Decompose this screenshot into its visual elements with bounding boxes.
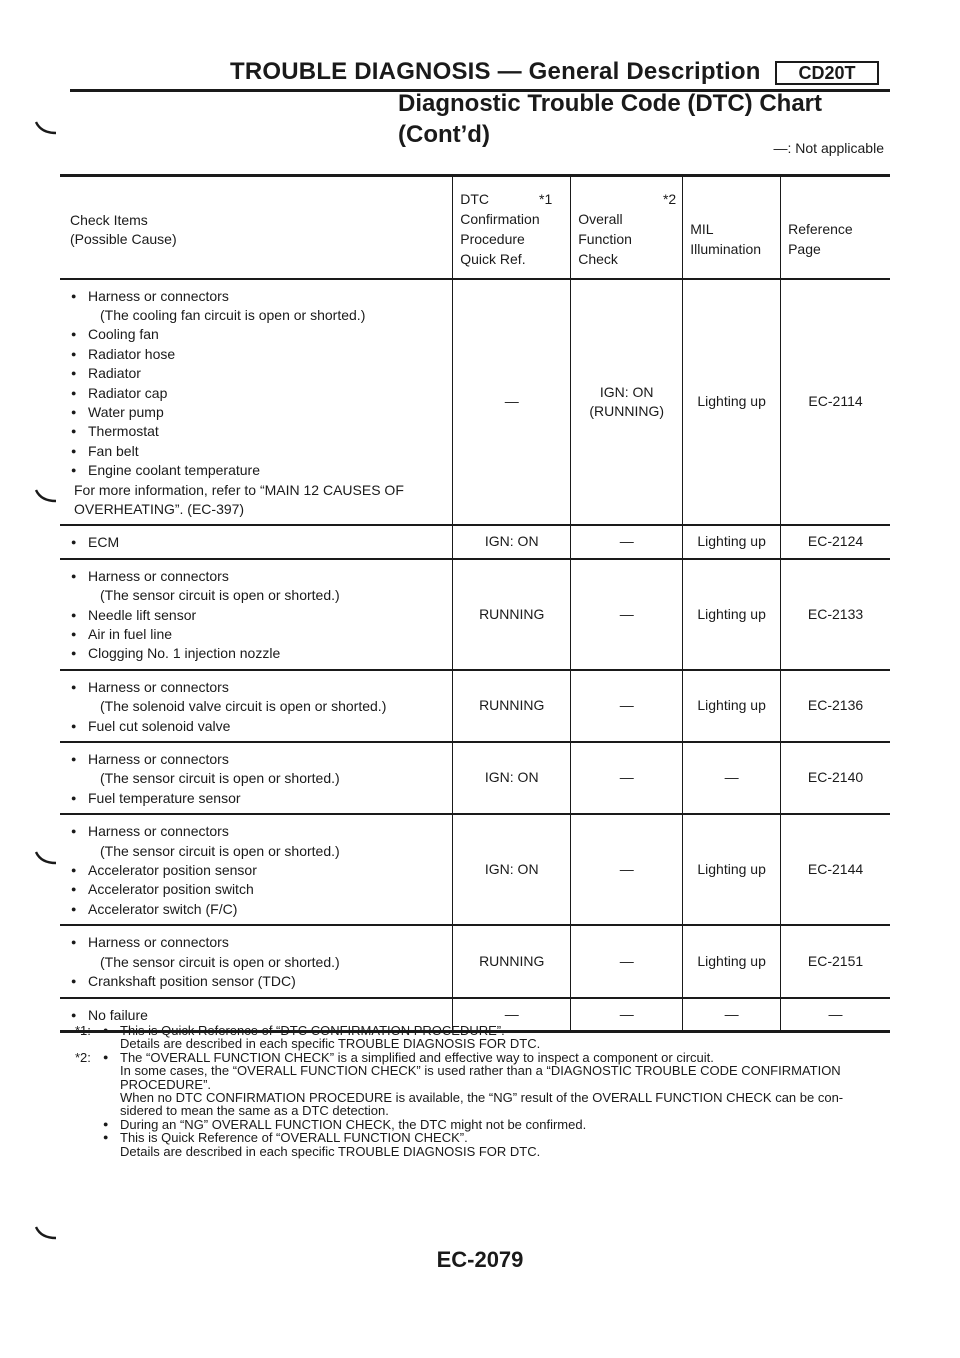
possible-cause-note: (The sensor circuit is open or shorted.)	[100, 587, 340, 604]
overall-function-cell: —	[571, 998, 683, 1032]
table-row	[60, 559, 890, 670]
possible-cause-item: ● Fuel temperature sensor	[70, 789, 452, 808]
possible-cause-item: ● Harness or connectors	[70, 678, 452, 697]
dtc-confirmation-cell: RUNNING	[453, 670, 571, 742]
overall-function-cell: —	[571, 670, 683, 742]
footnote-2-bullet-3: ● This is Quick Reference of “OVERALL FUNCTION CHECK”. Details are described in each specific TROUBLE DIAGNOSIS FOR DTC.	[103, 1130, 541, 1159]
reference-page-cell: EC-2114	[781, 279, 890, 526]
mil-illumination-cell: Lighting up	[683, 279, 781, 526]
chart-title-line1: Diagnostic Trouble Code (DTC) Chart	[398, 90, 823, 117]
bullet-icon: ●	[103, 1132, 109, 1143]
bullet-icon: ●	[103, 1051, 109, 1062]
footnote-2: *2: ● The “OVERALL FUNCTION CHECK” is a simplified and effective way to inspect a component or circuit. In some cases, the “OVERALL FUNCTION CHECK” is used rather than a “DIAGNOSTIC TROUBLE CODE CONFIRMATION PROCEDURE”. When no DTC CONFIRMATION PROCEDURE is available, the “NG” result of the OVERALL FUNCTION CHECK can be con- sidered to mean the same as a DTC detection.	[75, 1049, 844, 1119]
page-number: EC-2079	[436, 1247, 524, 1272]
possible-cause-item: ● Accelerator position switch	[70, 880, 452, 899]
check-items-cell	[60, 670, 453, 742]
dtc-confirmation-cell: IGN: ON	[453, 525, 571, 558]
check-items-cell	[60, 559, 453, 670]
possible-cause-note: (The sensor circuit is open or shorted.)	[100, 770, 340, 787]
possible-cause-item: ● Radiator	[70, 364, 452, 383]
check-items-cell	[60, 814, 453, 925]
dtc-chart-table	[60, 174, 890, 1033]
possible-cause-note: For more information, refer to “MAIN 12 CAUSES OF	[74, 481, 404, 498]
reference-page-cell: EC-2151	[781, 925, 890, 997]
possible-cause-item: ● Fuel cut solenoid valve	[70, 717, 452, 736]
dtc-confirmation-cell: IGN: ON	[453, 814, 571, 925]
footnote-1: *1: ● This is Quick Reference of “DTC CONFIRMATION PROCEDURE”. Details are described in each specific TROUBLE DIAGNOSIS FOR DTC.	[75, 1023, 541, 1052]
header-mil-illumination: MIL Illumination	[683, 176, 781, 279]
overall-function-cell: —	[571, 814, 683, 925]
mil-illumination-cell: —	[683, 998, 781, 1032]
check-items-cell	[60, 279, 453, 526]
possible-cause-item: ● Water pump	[70, 403, 452, 422]
table-row	[60, 525, 890, 558]
mil-illumination-cell: Lighting up	[683, 670, 781, 742]
check-items-cell	[60, 925, 453, 997]
possible-cause-item: ● Cooling fan	[70, 325, 452, 344]
possible-cause-item: ● Harness or connectors	[70, 567, 452, 586]
possible-cause-item: ● Harness or connectors	[70, 933, 452, 952]
overall-function-cell: —	[571, 559, 683, 670]
possible-cause-item: ● Crankshaft position sensor (TDC)	[70, 972, 452, 991]
possible-cause-item: ● Harness or connectors	[70, 822, 452, 841]
table-row	[60, 925, 890, 997]
chart-title-line2: (Cont’d)	[398, 121, 490, 148]
mil-illumination-cell: Lighting up	[683, 814, 781, 925]
reference-page-cell: EC-2133	[781, 559, 890, 670]
footnote-mark-2: *2	[662, 191, 677, 208]
possible-cause-item: ● Thermostat	[70, 422, 452, 441]
header-reference-page: Reference Page	[781, 176, 890, 279]
mil-illumination-cell: Lighting up	[683, 925, 781, 997]
possible-cause-item: ● No failure	[70, 1006, 452, 1025]
possible-cause-item: ● Fan belt	[70, 442, 452, 461]
revision-mark-icon	[35, 489, 57, 503]
overall-function-cell: —	[571, 925, 683, 997]
reference-page-cell: —	[781, 998, 890, 1032]
mil-illumination-cell: Lighting up	[683, 525, 781, 558]
table-header-row	[60, 176, 890, 279]
dtc-confirmation-cell: RUNNING	[453, 559, 571, 670]
reference-page-cell: EC-2140	[781, 742, 890, 814]
overall-function-cell: —	[571, 525, 683, 558]
possible-cause-item: ● Air in fuel line	[70, 625, 452, 644]
dtc-confirmation-cell: IGN: ON	[453, 742, 571, 814]
possible-cause-item: ● Radiator cap	[70, 384, 452, 403]
possible-cause-note: (The sensor circuit is open or shorted.)	[100, 842, 340, 859]
bullet-icon: ●	[103, 1025, 109, 1035]
possible-cause-note: (The cooling fan circuit is open or shorted.)	[100, 306, 366, 323]
check-items-cell	[60, 525, 453, 558]
footnote-mark-1: *1	[539, 191, 553, 208]
footnotes	[75, 1023, 900, 1159]
table-row	[60, 670, 890, 742]
revision-mark-icon	[35, 121, 57, 135]
mil-illumination-cell: —	[683, 742, 781, 814]
possible-cause-item: ● Accelerator position sensor	[70, 861, 452, 880]
overall-function-cell: —	[571, 742, 683, 814]
page-section-title: TROUBLE DIAGNOSIS — General Description	[230, 58, 761, 85]
table-row	[60, 742, 890, 814]
possible-cause-item: ● Clogging No. 1 injection nozzle	[70, 644, 452, 663]
overall-function-cell-line: (RUNNING)	[589, 402, 665, 419]
dtc-confirmation-cell: RUNNING	[453, 925, 571, 997]
table-row	[60, 814, 890, 925]
reference-page-cell: EC-2144	[781, 814, 890, 925]
chart-title	[398, 88, 822, 150]
revision-mark-icon	[35, 851, 57, 865]
possible-cause-item: ● Radiator hose	[70, 345, 452, 364]
header-overall-function: *2 Overall Function Check	[571, 176, 683, 279]
dtc-confirmation-cell: —	[453, 279, 571, 526]
possible-cause-item: ● Harness or connectors	[70, 287, 452, 306]
header-check-items: Check Items (Possible Cause)	[70, 211, 177, 248]
overall-function-cell-line: IGN: ON	[599, 383, 654, 400]
overall-function-cell	[571, 279, 683, 526]
possible-cause-note: OVERHEATING”. (EC-397)	[74, 500, 245, 517]
reference-page-cell: EC-2136	[781, 670, 890, 742]
dtc-confirmation-cell: —	[453, 998, 571, 1032]
possible-cause-item: ● ECM	[70, 533, 452, 552]
possible-cause-note: (The sensor circuit is open or shorted.)	[100, 953, 340, 970]
footnote-2-bullet-2: ● During an “NG” OVERALL FUNCTION CHECK, the DTC might not be confirmed.	[103, 1116, 587, 1132]
bullet-icon: ●	[103, 1118, 109, 1129]
mil-illumination-cell: Lighting up	[683, 559, 781, 670]
possible-cause-item: ● Needle lift sensor	[70, 606, 452, 625]
revision-mark-icon	[35, 1226, 57, 1240]
check-items-cell	[60, 742, 453, 814]
reference-page-cell: EC-2124	[781, 525, 890, 558]
table-row	[60, 279, 890, 526]
possible-cause-item: ● Accelerator switch (F/C)	[70, 900, 452, 919]
header-dtc-confirmation: DTC *1 Confirmation Procedure Quick Ref.	[453, 176, 571, 279]
possible-cause-note: (The solenoid valve circuit is open or shorted.)	[100, 698, 387, 715]
possible-cause-item: ● Engine coolant temperature	[70, 461, 452, 480]
possible-cause-item: ● Harness or connectors	[70, 750, 452, 769]
not-applicable-note: —: Not applicable	[773, 140, 884, 156]
engine-badge: CD20T	[775, 61, 879, 85]
